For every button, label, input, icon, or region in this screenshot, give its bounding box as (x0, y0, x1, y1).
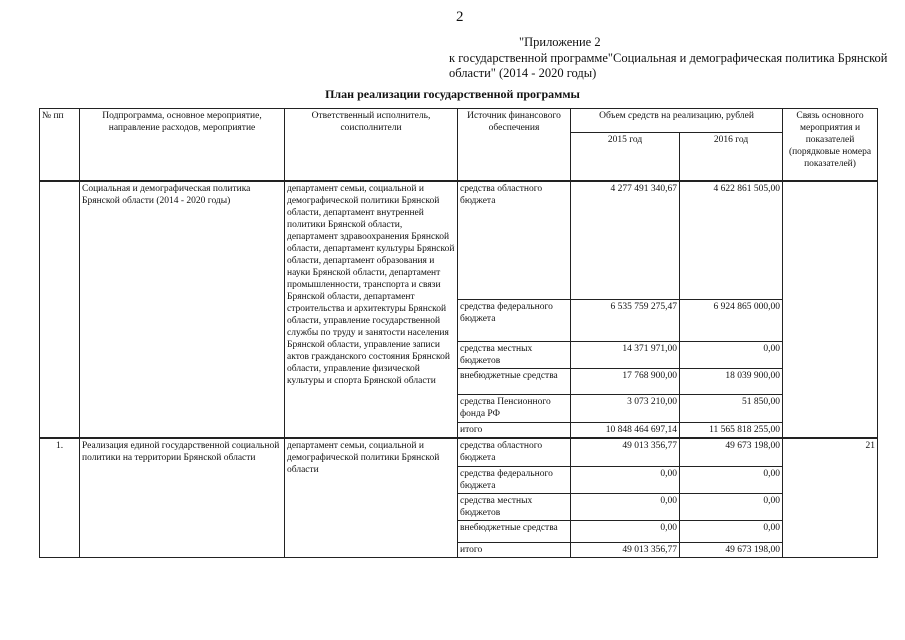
row-value-2015: 0,00 (571, 466, 680, 493)
row-value-2015: 14 371 971,00 (571, 342, 680, 369)
row-value-2016: 49 673 198,00 (680, 542, 783, 557)
row-value-2016: 0,00 (680, 493, 783, 520)
row-source: внебюджетные средства (458, 369, 571, 395)
row-value-2015: 6 535 759 275,47 (571, 300, 680, 342)
row-link (783, 181, 878, 439)
row-num (40, 181, 80, 439)
appendix-line-2: к государственной программе"Социальная и демографическая политика Брянской области" (2014 - 2020 годы) (449, 50, 888, 80)
header-2015: 2015 год (571, 133, 680, 181)
row-value-2016: 11 565 818 255,00 (680, 423, 783, 439)
row-executor: департамент семьи, социальной и демографической политики Брянской области, департамент внутренней политики Брянской области, департамент здравоохранения Брянской области, департамент культуры Брянской области, департамент образования и науки Брянской области, департамент промышленности, транспорта и связи Брянской области, департамент строительства и архитектуры Брянской области, управление государственной службы по труду и занятости населения Брянской области, управление записи актов гражданского состояния Брянской области, управление физической культуры и спорта Брянской области (285, 181, 458, 439)
row-value-2015: 49 013 356,77 (571, 438, 680, 466)
row-value-2016: 0,00 (680, 342, 783, 369)
row-source: итого (458, 542, 571, 557)
row-source: средства местных бюджетов (458, 342, 571, 369)
page-number: 2 (456, 9, 464, 25)
row-value-2016: 49 673 198,00 (680, 438, 783, 466)
table-row (40, 438, 878, 466)
header-row-1 (40, 109, 878, 133)
appendix-line-1: "Приложение 2 (519, 35, 601, 49)
row-value-2015: 10 848 464 697,14 (571, 423, 680, 439)
row-source: средства местных бюджетов (458, 493, 571, 520)
table-row (40, 181, 878, 300)
row-source: средства федерального бюджета (458, 300, 571, 342)
row-value-2015: 3 073 210,00 (571, 395, 680, 423)
row-value-2015: 4 277 491 340,67 (571, 181, 680, 300)
row-source: итого (458, 423, 571, 439)
row-value-2016: 0,00 (680, 466, 783, 493)
row-source: средства федерального бюджета (458, 466, 571, 493)
row-name: Реализация единой государственной социальной политики на территории Брянской области (80, 438, 285, 557)
row-value-2015: 0,00 (571, 493, 680, 520)
header-2016: 2016 год (680, 133, 783, 181)
row-source: средства областного бюджета (458, 438, 571, 466)
header-source: Источник финансового обеспечения (458, 109, 571, 181)
row-source: средства Пенсионного фонда РФ (458, 395, 571, 423)
row-value-2016: 4 622 861 505,00 (680, 181, 783, 300)
row-executor: департамент семьи, социальной и демографической политики Брянской области (285, 438, 458, 557)
row-name: Социальная и демографическая политика Брянской области (2014 - 2020 годы) (80, 181, 285, 439)
header-link: Связь основного мероприятия и показателей (порядковые номера показателей) (783, 109, 878, 181)
row-num: 1. (40, 438, 80, 557)
header-num: № пп (40, 109, 80, 181)
row-source: внебюджетные средства (458, 520, 571, 542)
header-executor: Ответственный исполнитель, соисполнители (285, 109, 458, 181)
appendix-caption (449, 35, 894, 82)
header-subprogram: Подпрограмма, основное мероприятие, направление расходов, мероприятие (80, 109, 285, 181)
header-volume: Объем средств на реализацию, рублей (571, 109, 783, 133)
row-value-2015: 17 768 900,00 (571, 369, 680, 395)
document-title: План реализации государственной программы (325, 87, 580, 101)
plan-table (39, 108, 878, 558)
row-value-2016: 6 924 865 000,00 (680, 300, 783, 342)
row-link: 21 (783, 438, 878, 557)
row-value-2016: 51 850,00 (680, 395, 783, 423)
row-source: средства областного бюджета (458, 181, 571, 300)
row-value-2015: 49 013 356,77 (571, 542, 680, 557)
row-value-2016: 0,00 (680, 520, 783, 542)
row-value-2015: 0,00 (571, 520, 680, 542)
row-value-2016: 18 039 900,00 (680, 369, 783, 395)
